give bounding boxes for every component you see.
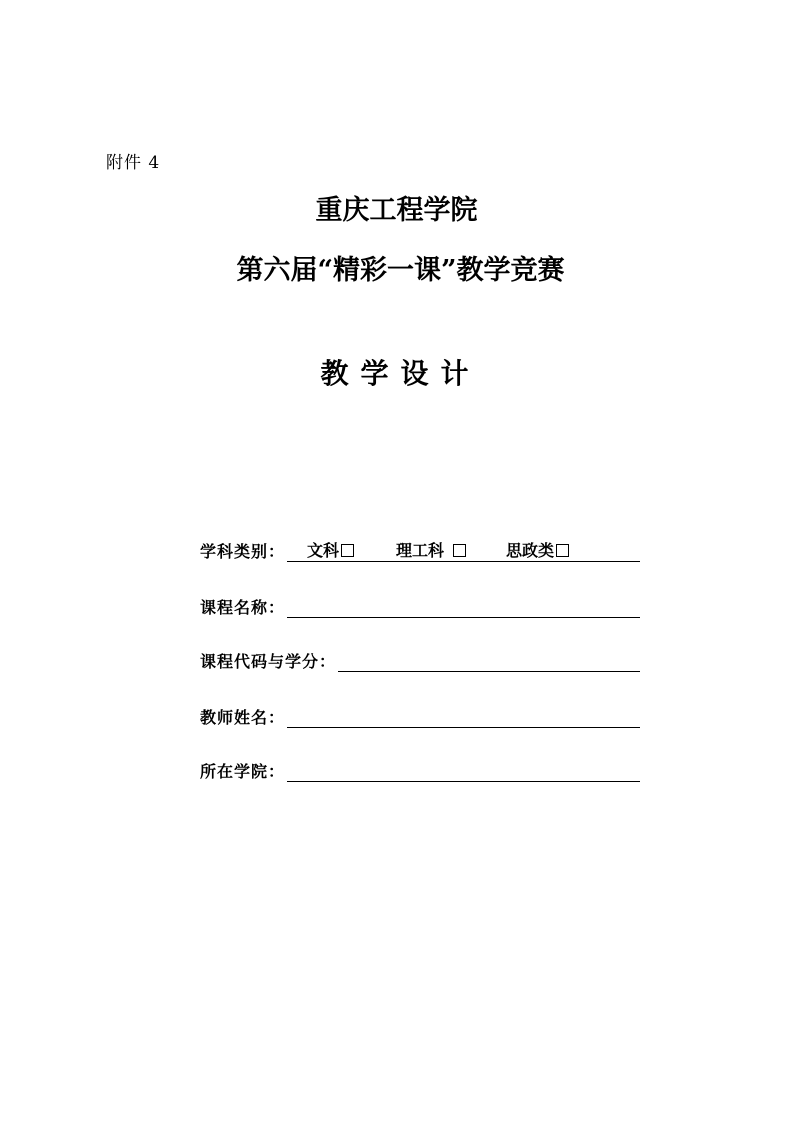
liberal-arts-checkbox[interactable] bbox=[341, 544, 354, 557]
subject-category-line bbox=[287, 539, 640, 562]
option-ideological-political-label: 思政类 bbox=[506, 541, 555, 560]
option-ideological-political[interactable] bbox=[506, 541, 569, 561]
course-name-field[interactable] bbox=[287, 595, 640, 618]
course-code-label: 课程代码与学分： bbox=[200, 652, 337, 671]
teacher-name-row bbox=[200, 702, 640, 728]
subject-category-row bbox=[200, 536, 640, 562]
science-engineering-checkbox[interactable] bbox=[453, 544, 466, 557]
attachment-label: 附件 4 bbox=[106, 153, 161, 173]
document-title: 教学设计 bbox=[320, 357, 481, 390]
college-row bbox=[200, 756, 640, 782]
option-science-engineering[interactable] bbox=[396, 541, 466, 561]
college-field[interactable] bbox=[287, 759, 640, 782]
option-liberal-arts[interactable] bbox=[307, 541, 354, 561]
course-code-field[interactable] bbox=[338, 649, 640, 672]
subject-category-label: 学科类别： bbox=[200, 542, 286, 561]
option-liberal-arts-label: 文科 bbox=[307, 541, 340, 560]
teacher-name-field[interactable] bbox=[287, 705, 640, 728]
teacher-name-label: 教师姓名： bbox=[200, 708, 286, 727]
school-title: 重庆工程学院 bbox=[315, 195, 478, 226]
option-science-engineering-label: 理工科 bbox=[396, 541, 445, 560]
course-name-row bbox=[200, 592, 640, 618]
contest-title: 第六届“精彩一课”教学竞赛 bbox=[236, 255, 565, 286]
college-label: 所在学院： bbox=[200, 762, 286, 781]
course-name-label: 课程名称： bbox=[200, 598, 286, 617]
course-code-row bbox=[200, 646, 640, 672]
ideological-political-checkbox[interactable] bbox=[556, 544, 569, 557]
